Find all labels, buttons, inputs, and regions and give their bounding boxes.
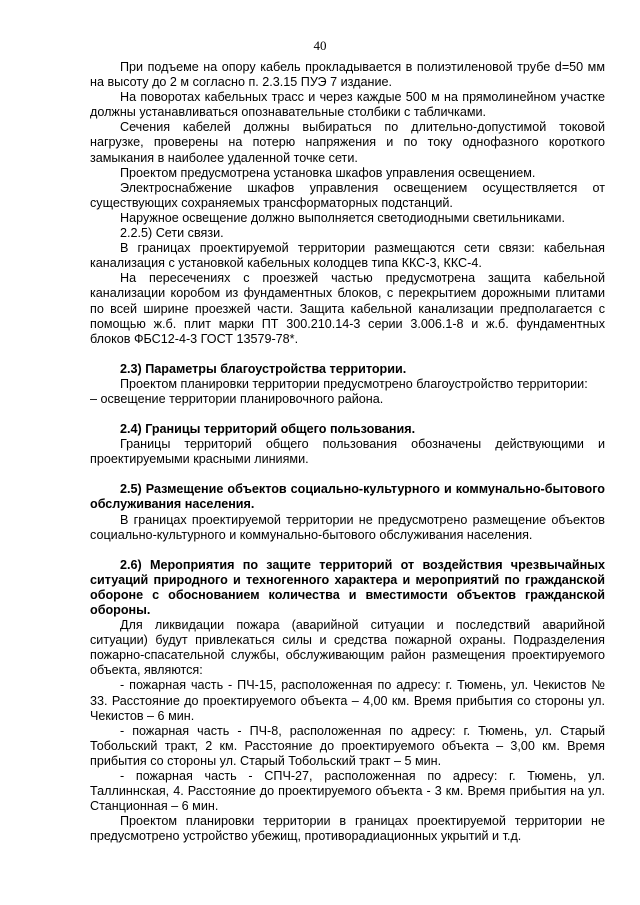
paragraph-cable-protection: На пересечениях с проезжей частью предусмотрена защита кабельной канализации коробом из фундаментных блоков, с перекрытием дорожными плитами по всей ширине проезжей части. Защита кабельной канализации предполагается с помощью ж.б. плит марки ПТ 300.210.14-3 серии 3.006.1-8 и ж.б. фундаментных блоков ФБС12-4-3 ГОСТ 13579-78*.	[90, 271, 605, 346]
subheading-communication-networks: 2.2.5) Сети связи.	[120, 226, 224, 241]
paragraph-social-objects: В границах проектируемой территории не предусмотрено размещение объектов социально-культурного и коммунально-бытового обслуживания населения.	[90, 512, 605, 542]
paragraph-landscaping: Проектом планировки территории предусмотрено благоустройство территории:	[120, 376, 588, 391]
document-body	[90, 60, 605, 845]
paragraph-landscaping-item: – освещение территории планировочного района.	[90, 391, 384, 406]
paragraph-public-boundaries: Границы территорий общего пользования обозначены действующими и проектируемыми красными линиями.	[90, 437, 605, 467]
list-item-fire-station-15: - пожарная часть - ПЧ-15, расположенная по адресу: г. Тюмень, ул. Чекистов № 33. Расстояние до проектируемого объекта – 4,00 км. Время прибытия со стороны ул. Чекистов – 6 мин.	[90, 678, 605, 723]
heading-section-2-5: 2.5) Размещение объектов социально-культурного и коммунально-бытового обслуживания населения.	[90, 482, 605, 512]
list-item-fire-station-27: - пожарная часть - СПЧ-27, расположенная по адресу: г. Тюмень, ул. Таллиннская, 4. Расстояние до проектируемого объекта - 3 км. Время прибытия на ул. Станционная – 6 мин.	[90, 769, 605, 814]
paragraph-fire-response: Для ликвидации пожара (аварийной ситуации и последствий аварийной ситуации) будут привлекаться силы и средства пожарной охраны. Подразделения пожарно-спасательной службы, обслуживающим район размещения проектируемого объекта, являются:	[90, 618, 605, 678]
heading-section-2-4: 2.4) Границы территорий общего пользования.	[120, 422, 416, 437]
heading-section-2-6: 2.6) Мероприятия по защите территорий от воздействия чрезвычайных ситуаций природного и техногенного характера и мероприятий по гражданской обороне с обоснованием количества и вместимости объектов гражданской обороны.	[90, 557, 605, 617]
list-item-fire-station-8: - пожарная часть - ПЧ-8, расположенная по адресу: г. Тюмень, ул. Старый Тобольский тракт, 2 км. Расстояние до проектируемого объекта – 3,00 км. Время прибытия со стороны ул. Старый Тобольский тракт – 5 мин.	[90, 723, 605, 768]
paragraph-cable-markers: На поворотах кабельных трасс и через каждые 500 м на прямолинейном участке должны устанавливаться опознавательные столбики с табличками.	[90, 90, 605, 120]
paragraph-communication-networks: В границах проектируемой территории размещаются сети связи: кабельная канализация с установкой кабельных колодцев типа ККС-3, ККС-4.	[90, 241, 605, 271]
paragraph-outdoor-lighting: Наружное освещение должно выполняется светодиодными светильниками.	[120, 210, 565, 225]
paragraph-cable-sections: Сечения кабелей должны выбираться по длительно-допустимой токовой нагрузке, проверены на потерю напряжения и по току однофазного короткого замыкания в наиболее удаленной точке сети.	[90, 120, 605, 165]
paragraph-cabinet-power: Электроснабжение шкафов управления освещением осуществляется от существующих сохраняемых трансформаторных подстанций.	[90, 180, 605, 210]
heading-section-2-3: 2.3) Параметры благоустройства территории.	[120, 361, 407, 376]
paragraph-lighting-cabinets: Проектом предусмотрена установка шкафов управления освещением.	[120, 165, 536, 180]
paragraph-shelters: Проектом планировки территории в границах проектируемой территории не предусмотрено устройство убежищ, противорадиационных укрытий и т.д.	[90, 814, 605, 844]
page-number: 40	[313, 38, 327, 53]
paragraph-cable-pole: При подъеме на опору кабель прокладывается в полиэтиленовой трубе d=50 мм на высоту до 2 м согласно п. 2.3.15 ПУЭ 7 издание.	[90, 60, 605, 90]
